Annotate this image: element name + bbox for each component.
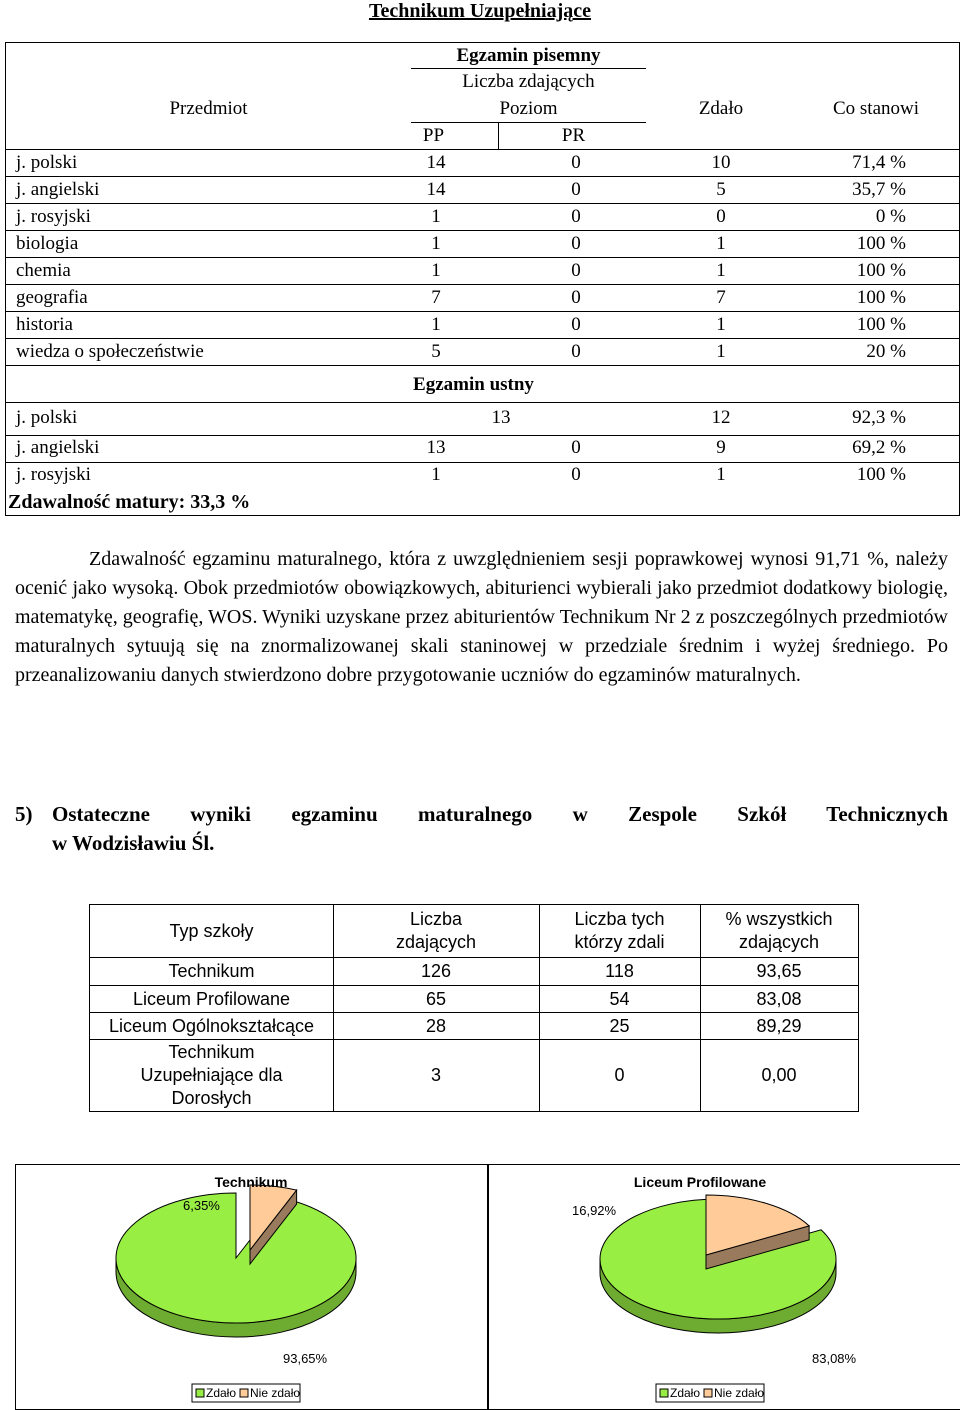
percent-header: Co stanowi (832, 98, 920, 119)
row-pr: 0 (571, 152, 581, 173)
legend-swatch-passed (660, 1389, 668, 1397)
section-number: 5) (15, 802, 33, 826)
pr-header: PR (561, 125, 586, 146)
row-percent: 100 % (856, 287, 906, 308)
legend-label-failed: Nie zdało (250, 1386, 301, 1400)
row-passed: 5 (716, 179, 726, 200)
row-passed: 1 (716, 233, 726, 254)
row-subject: j. polski (16, 407, 78, 428)
results-table (89, 904, 859, 1112)
legend-label-failed: Nie zdało (714, 1386, 765, 1400)
legend-label-passed: Zdało (206, 1386, 237, 1400)
row-pp: 13 (426, 437, 446, 458)
section-title-line2: w Wodzisławiu Śl. (52, 831, 215, 855)
row-pp: 1 (431, 464, 441, 485)
row-passed: 9 (716, 437, 726, 458)
passed-header: Zdało (698, 98, 744, 119)
liceum-pie-chart (487, 1164, 960, 1410)
row-passed: 10 (711, 152, 731, 173)
exam-table (5, 42, 960, 516)
row-pr: 0 (571, 260, 581, 281)
school-type: Technikum (168, 961, 255, 981)
paragraph-text: Zdawalność egzaminu maturalnego, która z uwzględnieniem sesji poprawkowej wynosi 91,71 %, należy ocenić jako wysoką. Obok przedmiotów obowiązkowych, abiturienci wybierali jako przedmiot dodatkowy biologię, matematykę, geografię, WOS. Wyniki uzyskane przez abiturientów Technikum Nr 2 z poszczególnych przedmiotów maturalnych sytuują się na znormalizowanej skali staninowej w przedziale średnim i wyżej średniego. Po przeanalizowaniu danych stwierdzono dobre przygotowanie uczniów do egzaminów maturalnych. (15, 548, 948, 686)
row-pp: 14 (426, 152, 446, 173)
school-type: Liceum Profilowane (132, 988, 291, 1009)
percent-cell: 0,00 (761, 1065, 797, 1085)
count-cell: 3 (430, 1065, 441, 1085)
row-passed: 1 (716, 314, 726, 335)
chart-title: Technikum (214, 1174, 288, 1190)
written-exam-header: Egzamin pisemny (456, 45, 601, 66)
count-cell: 126 (420, 961, 452, 981)
percent-cell: 83,08 (756, 988, 802, 1009)
row-pp: 1 (431, 314, 441, 335)
grid-line (6, 149, 959, 150)
row-pp: 1 (431, 233, 441, 254)
row-percent: 92,3 % (852, 407, 906, 428)
row-passed: 1 (716, 260, 726, 281)
grid-line (6, 402, 959, 403)
row-subject: geografia (16, 287, 88, 308)
row-pr: 0 (571, 206, 581, 227)
chart-title: Liceum Profilowane (633, 1174, 767, 1190)
grid-line (6, 176, 959, 177)
pass-rate: Zdawalność matury: 33,3 % (8, 491, 251, 513)
row-percent: 35,7 % (852, 179, 906, 200)
grid-line (6, 435, 959, 436)
row-subject: j. angielski (16, 437, 100, 458)
row-percent: 0 % (875, 206, 906, 227)
legend-swatch-passed (196, 1389, 204, 1397)
data-label-passed: 83,08% (812, 1351, 857, 1366)
pie-slice-passed (116, 1193, 356, 1323)
subject-header: Przedmiot (169, 98, 248, 119)
row-pp: 5 (431, 341, 441, 362)
legend-swatch-failed (704, 1389, 712, 1397)
row-percent: 100 % (856, 233, 906, 254)
row-percent: 20 % (866, 341, 906, 362)
passed-cell: 54 (609, 988, 630, 1009)
row-subject: wiedza o społeczeństwie (16, 341, 204, 362)
grid-line (6, 284, 959, 285)
row-pp: 7 (431, 287, 441, 308)
level-header: Poziom (499, 98, 558, 119)
grid-line (6, 338, 959, 339)
legend-swatch-failed (240, 1389, 248, 1397)
legend-label-passed: Zdało (670, 1386, 701, 1400)
row-pr: 0 (571, 233, 581, 254)
data-label-failed: 16,92% (572, 1203, 617, 1218)
count-cell: 28 (425, 1015, 447, 1036)
grid-line (6, 230, 959, 231)
school-type: Technikum Uzupełniające dla Dorosłych (140, 1042, 283, 1108)
page-title: Technikum Uzupełniające (368, 0, 592, 22)
pp-header: PP (422, 125, 445, 146)
row-subject: j. polski (16, 152, 78, 173)
pie-chart-svg (488, 1165, 960, 1409)
row-pp: 13 (491, 407, 511, 428)
row-percent: 71,4 % (852, 152, 906, 173)
header-cell: Typ szkoły (169, 920, 254, 941)
row-pp: 1 (431, 206, 441, 227)
count-header: Liczba zdających (462, 71, 595, 92)
row-pp: 14 (426, 179, 446, 200)
percent-cell: 89,29 (756, 1015, 802, 1036)
grid-line (498, 122, 499, 150)
row-pr: 0 (571, 314, 581, 335)
row-passed: 0 (716, 206, 726, 227)
row-pr: 0 (571, 179, 581, 200)
row-subject: j. rosyjski (16, 464, 91, 485)
data-label-passed: 93,65% (283, 1351, 328, 1366)
section-title-line1: Ostateczne wyniki egzaminu maturalnego w Zespole Szkół Technicznych (52, 802, 948, 826)
row-pr: 0 (571, 437, 581, 458)
row-subject: chemia (16, 260, 71, 281)
row-subject: j. rosyjski (16, 206, 91, 227)
data-label-failed: 6,35% (183, 1198, 220, 1213)
grid-line (411, 68, 646, 69)
row-pp: 1 (431, 260, 441, 281)
row-percent: 69,2 % (852, 437, 906, 458)
school-type: Liceum Ogólnokształcące (108, 1015, 315, 1036)
grid-line (6, 365, 959, 366)
row-passed: 1 (716, 464, 726, 485)
grid-line (6, 203, 959, 204)
percent-cell: 93,65 (756, 961, 802, 981)
row-percent: 100 % (856, 260, 906, 281)
passed-cell: 118 (605, 961, 634, 981)
row-percent: 100 % (856, 314, 906, 335)
row-subject: historia (16, 314, 73, 335)
grid-line (6, 462, 959, 463)
summary-paragraph (15, 545, 948, 690)
row-subject: biologia (16, 233, 79, 254)
row-passed: 1 (716, 341, 726, 362)
grid-line (6, 311, 959, 312)
row-passed: 12 (711, 407, 731, 428)
row-subject: j. angielski (16, 179, 100, 200)
technikum-pie-chart (15, 1164, 489, 1410)
row-passed: 7 (716, 287, 726, 308)
row-percent: 100 % (856, 464, 906, 485)
count-cell: 65 (425, 988, 447, 1009)
header-cell: % wszystkich zdających (725, 909, 833, 952)
passed-cell: 0 (614, 1065, 625, 1085)
oral-exam-header: Egzamin ustny (413, 374, 534, 395)
grid-line (6, 257, 959, 258)
header-cell: Liczba zdających (395, 909, 477, 952)
row-pr: 0 (571, 464, 581, 485)
pie-chart-svg (16, 1165, 488, 1409)
row-pr: 0 (571, 341, 581, 362)
header-cell: Liczba tych którzy zdali (574, 909, 665, 952)
row-pr: 0 (571, 287, 581, 308)
passed-cell: 25 (609, 1015, 630, 1036)
grid-line (411, 122, 646, 123)
